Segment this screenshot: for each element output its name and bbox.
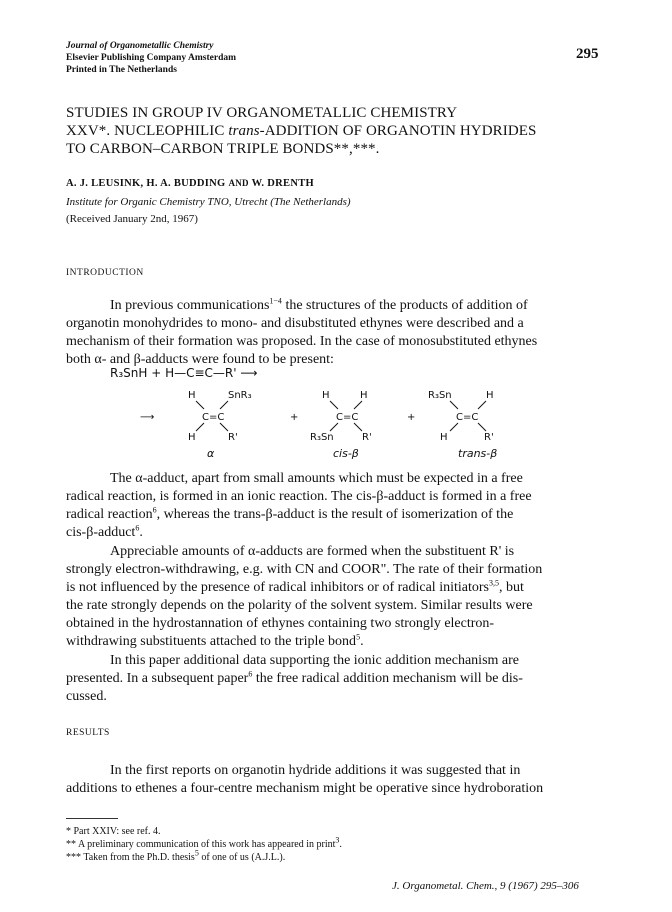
footnote-3a: *** Taken from the Ph.D. thesis bbox=[66, 852, 195, 863]
title-line-2-pre: XXV*. NUCLEOPHILIC bbox=[66, 123, 229, 139]
results-line-1: In the first reports on organotin hydride additions it was suggested that in bbox=[110, 763, 521, 778]
trans-bond bbox=[450, 401, 458, 409]
cis-top-left: H bbox=[322, 390, 330, 401]
page-number: 295 bbox=[576, 46, 599, 62]
ref-superscript: 6 bbox=[248, 669, 253, 679]
section-heading-introduction: INTRODUCTION bbox=[66, 268, 144, 278]
received-date: (Received January 2nd, 1967) bbox=[66, 213, 198, 225]
journal-header bbox=[66, 40, 236, 76]
scheme-arrow: ⟶ bbox=[140, 412, 155, 423]
alpha-line-4a: cis-β-adduct bbox=[66, 525, 136, 540]
alpha-bond bbox=[196, 423, 204, 431]
authors bbox=[66, 178, 314, 189]
cis-cc: C=C bbox=[336, 412, 359, 423]
cis-beta-adduct-structure bbox=[310, 390, 372, 460]
printed-line: Printed in The Netherlands bbox=[66, 65, 177, 75]
footnote-2 bbox=[66, 835, 342, 850]
appreciable-paragraph bbox=[66, 543, 605, 651]
appreciable-line-5: obtained in the hydrostannation of ethynes containing two strongly electron- bbox=[66, 616, 495, 631]
alpha-adduct-structure bbox=[188, 390, 252, 460]
footnote-2b: . bbox=[339, 839, 342, 850]
alpha-top-left: H bbox=[188, 390, 196, 401]
footnote-2a: ** A preliminary communication of this work has appeared in print bbox=[66, 839, 336, 850]
alpha-line-1: The α-adduct, apart from small amounts which must be expected in a free bbox=[110, 471, 523, 486]
trans-top-left: R₃Sn bbox=[428, 390, 452, 401]
appreciable-line-3a: is not influenced by the presence of radical inhibitors or of radical initiators bbox=[66, 580, 489, 595]
alpha-top-right: SnR₃ bbox=[228, 390, 252, 401]
ref-superscript: 6 bbox=[152, 505, 157, 515]
authors-part-2: W. DRENTH bbox=[248, 178, 314, 189]
authors-and: AND bbox=[228, 178, 249, 188]
ref-superscript: 6 bbox=[135, 523, 140, 533]
ref-superscript: 3,5 bbox=[488, 578, 499, 588]
title-line-3: TO CARBON–CARBON TRIPLE BONDS**,***. bbox=[66, 141, 380, 157]
trans-bond bbox=[478, 423, 486, 431]
alpha-line-4b: . bbox=[139, 525, 143, 540]
ref-superscript: 5 bbox=[194, 848, 199, 858]
ref-superscript: 1−4 bbox=[269, 296, 282, 306]
journal-citation: J. Organometal. Chem., 9 (1967) 295–306 bbox=[392, 880, 579, 892]
appreciable-line-3b: , but bbox=[498, 580, 524, 595]
results-paragraph bbox=[66, 762, 605, 798]
footnote-1: * Part XXIV: see ref. 4. bbox=[66, 826, 161, 837]
alpha-paragraph bbox=[66, 470, 605, 542]
results-line-2: additions to ethenes a four-centre mechanism might be operative since hydroboration bbox=[66, 781, 544, 796]
publisher-line: Elsevier Publishing Company Amsterdam bbox=[66, 53, 237, 63]
alpha-line-3a: radical reaction bbox=[66, 507, 153, 522]
footnote-rule bbox=[66, 818, 118, 819]
ref-superscript: 5 bbox=[356, 632, 361, 642]
footnote-3b: of one of us (A.J.L.). bbox=[198, 852, 286, 863]
trans-bond bbox=[478, 401, 486, 409]
intro-line-3: mechanism of their formation was proposed. In the case of monosubstituted ethynes bbox=[66, 334, 538, 349]
alpha-bond bbox=[220, 423, 228, 431]
cis-bottom-right: R' bbox=[362, 432, 372, 443]
cis-bond bbox=[354, 401, 362, 409]
trans-bottom-left: H bbox=[440, 432, 448, 443]
appreciable-line-2: strongly electron-withdrawing, e.g. with CN and COOR". The rate of their formation bbox=[66, 562, 543, 577]
alpha-bottom-right: R' bbox=[228, 432, 238, 443]
alpha-bond bbox=[196, 401, 204, 409]
alpha-cc: C=C bbox=[202, 412, 225, 423]
cis-beta-label: cis-β bbox=[333, 447, 359, 460]
title-line-2 bbox=[66, 122, 626, 140]
trans-beta-adduct-structure bbox=[428, 390, 497, 460]
intro-line-4: both α- and β-adducts were found to be present: bbox=[66, 352, 334, 367]
title-line-2-post: -ADDITION OF ORGANOTIN HYDRIDES bbox=[259, 123, 537, 139]
scheme-plus-2: + bbox=[407, 412, 416, 423]
trans-bottom-right: R' bbox=[484, 432, 494, 443]
title-line-1: STUDIES IN GROUP IV ORGANOMETALLIC CHEMISTRY bbox=[66, 105, 458, 121]
appreciable-line-4: the rate strongly depends on the polarity of the solvent system. Similar results were bbox=[66, 598, 533, 613]
reaction-scheme bbox=[140, 386, 540, 462]
paper-line-2b: the free radical addition mechanism will be dis- bbox=[252, 671, 523, 686]
authors-part-1: A. J. LEUSINK, H. A. BUDDING bbox=[66, 178, 229, 189]
cis-top-right: H bbox=[360, 390, 368, 401]
section-heading-results: RESULTS bbox=[66, 728, 110, 738]
trans-bond bbox=[450, 423, 458, 431]
alpha-line-2: radical reaction, is formed in an ionic reaction. The cis-β-adduct is formed in a free bbox=[66, 489, 532, 504]
paper-line-3: cussed. bbox=[66, 689, 107, 704]
appreciable-line-6a: withdrawing substituents attached to the triple bond bbox=[66, 634, 357, 649]
cis-bond bbox=[330, 423, 338, 431]
intro-paragraph bbox=[66, 297, 605, 369]
cis-bond bbox=[330, 401, 338, 409]
trans-cc: C=C bbox=[456, 412, 479, 423]
cis-bond bbox=[354, 423, 362, 431]
appreciable-line-1: Appreciable amounts of α-adducts are formed when the substituent R' is bbox=[110, 544, 515, 559]
cis-bottom-left: R₃Sn bbox=[310, 432, 334, 443]
alpha-label: α bbox=[207, 447, 215, 460]
intro-line-1a: In previous communications bbox=[110, 298, 270, 313]
paper-paragraph bbox=[66, 652, 605, 706]
title-trans-word: trans bbox=[228, 123, 260, 139]
article-title bbox=[66, 104, 626, 158]
appreciable-line-6b: . bbox=[360, 634, 364, 649]
trans-top-right: H bbox=[486, 390, 494, 401]
alpha-bottom-left: H bbox=[188, 432, 196, 443]
footnote-3 bbox=[66, 848, 286, 863]
paper-line-2a: presented. In a subsequent paper bbox=[66, 671, 249, 686]
scheme-plus-1: + bbox=[290, 412, 299, 423]
paper-line-1: In this paper additional data supporting the ionic addition mechanism are bbox=[110, 653, 520, 668]
trans-beta-label: trans-β bbox=[458, 447, 498, 460]
reaction-equation: R₃SnH + H—C≡C—R' ⟶ bbox=[110, 366, 258, 380]
intro-line-1b: the structures of the products of addition of bbox=[281, 298, 528, 313]
affiliation: Institute for Organic Chemistry TNO, Utrecht (The Netherlands) bbox=[66, 196, 351, 208]
journal-name: Journal of Organometallic Chemistry bbox=[66, 41, 214, 51]
alpha-bond bbox=[220, 401, 228, 409]
intro-line-2: organotin monohydrides to mono- and disubstituted ethynes were described and a bbox=[66, 316, 524, 331]
alpha-line-3b: , whereas the trans-β-adduct is the result of isomerization of the bbox=[156, 507, 514, 522]
ref-superscript: 3 bbox=[335, 835, 340, 845]
